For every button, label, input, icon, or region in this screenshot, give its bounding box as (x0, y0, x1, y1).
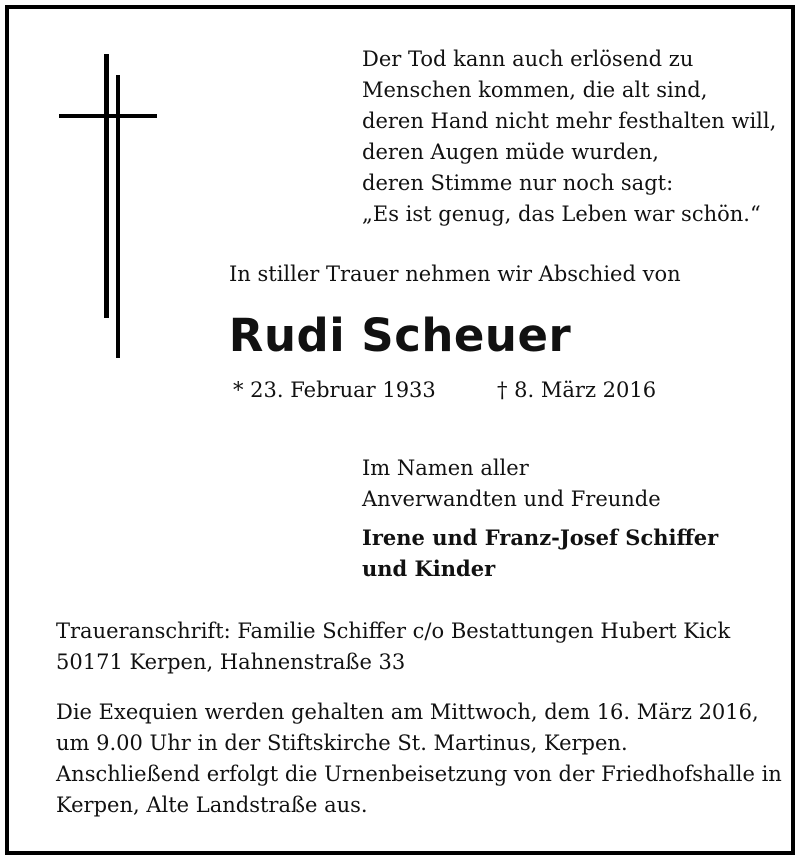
address-line: Traueranschrift: Familie Schiffer c/o Bestattungen Hubert Kick (56, 619, 731, 643)
poem-line: „Es ist genug, das Leben war schön.“ (362, 202, 761, 226)
service-line: um 9.00 Uhr in der Stiftskirche St. Martinus, Kerpen. (56, 731, 628, 755)
address-line: 50171 Kerpen, Hahnenstraße 33 (56, 650, 406, 674)
poem (362, 44, 776, 230)
service-line: Die Exequien werden gehalten am Mittwoch, dem 16. März 2016, (56, 700, 759, 724)
farewell-intro: In stiller Trauer nehmen wir Abschied von (229, 262, 681, 286)
poem-line: deren Augen müde wurden, (362, 140, 659, 164)
funeral-service-info (56, 697, 782, 821)
mourners-line: Irene und Franz-Josef Schiffer (362, 525, 719, 550)
on-behalf-of (362, 453, 661, 515)
poem-line: deren Stimme nur noch sagt: (362, 171, 674, 195)
behalf-line: Anverwandten und Freunde (362, 487, 661, 511)
service-line: Kerpen, Alte Landstraße aus. (56, 793, 368, 817)
mourners-line: und Kinder (362, 556, 496, 581)
poem-line: Der Tod kann auch erlösend zu (362, 47, 694, 71)
service-line: Anschließend erfolgt die Urnenbeisetzung von der Friedhofshalle in (56, 762, 782, 786)
poem-line: Menschen kommen, die alt sind, (362, 78, 708, 102)
poem-line: deren Hand nicht mehr festhalten will, (362, 109, 777, 133)
death-date: † 8. März 2016 (497, 378, 657, 402)
behalf-line: Im Namen aller (362, 456, 529, 480)
deceased-name: Rudi Scheuer (228, 309, 572, 362)
birth-date: * 23. Februar 1933 (233, 378, 436, 402)
mourning-address (56, 616, 730, 678)
mourners (362, 522, 718, 584)
